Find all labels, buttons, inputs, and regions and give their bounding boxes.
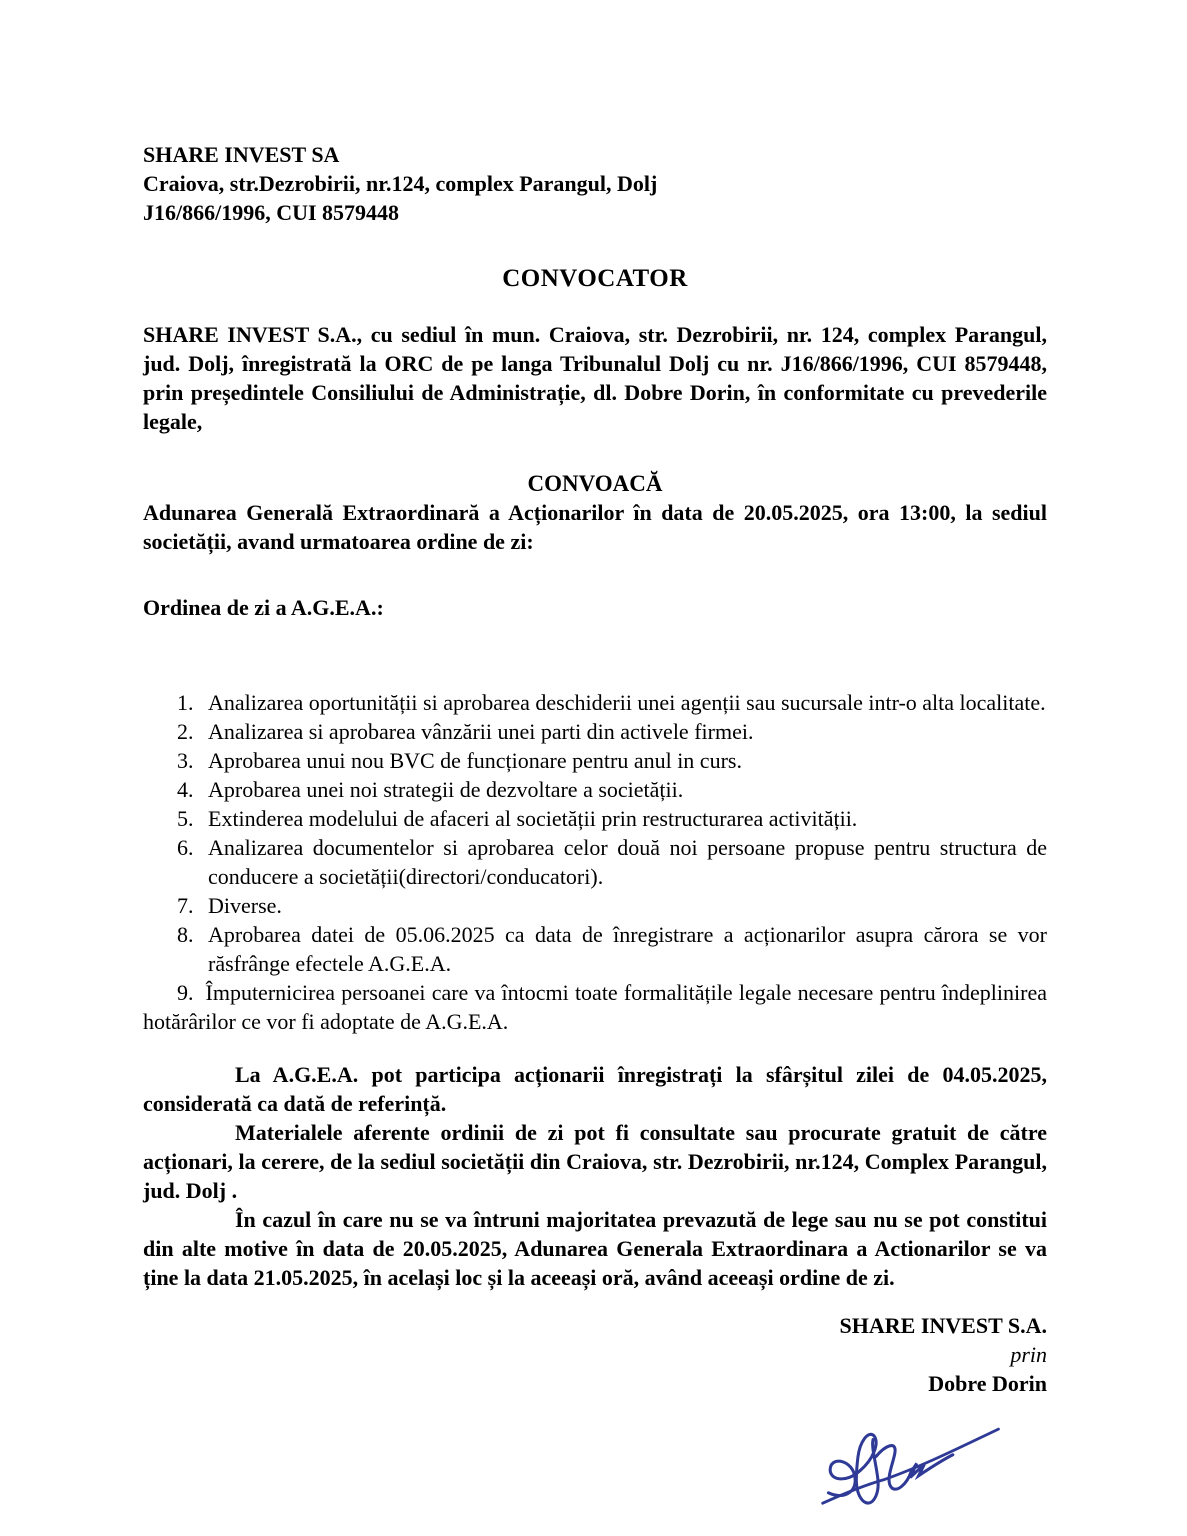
agenda-item-number: 7. [177, 893, 194, 918]
signature-by-word: prin [1010, 1342, 1047, 1367]
agenda-item-text: Extinderea modelului de afaceri al societății prin restructurarea activității. [208, 806, 858, 831]
letterhead [143, 140, 1047, 227]
company-name: SHARE INVEST SA [143, 142, 340, 167]
agenda-item-number: 6. [177, 835, 194, 860]
agenda-list [143, 688, 1047, 1036]
agenda-item-number: 9. [177, 980, 194, 1005]
agenda-item-4 [143, 775, 1047, 804]
handwritten-signature [143, 1404, 1047, 1523]
agenda-item-number: 1. [177, 690, 194, 715]
agenda-item-text: Analizarea oportunității si aprobarea deschiderii unei agenții sau sucursale intr-o alta localitate. [208, 690, 1046, 715]
agenda-item-number: 2. [177, 719, 194, 744]
closing-paragraph-second-convening: În cazul în care nu se va întruni majoritatea prevazută de lege sau nu se pot constitui din alte motive în data de 20.05.2025, Adunarea Generala Extraordinara a Actionarilor se va ține la data 21.05.2025, în același loc și la aceeași oră, având aceeași ordine de zi. [143, 1207, 1047, 1290]
convening-heading: CONVOACĂ [527, 471, 663, 496]
agenda-item-3 [143, 746, 1047, 775]
agenda-item-8 [143, 920, 1047, 978]
agenda-item-number: 5. [177, 806, 194, 831]
agenda-item-number: 4. [177, 777, 194, 802]
closing-paragraph-materials: Materialele aferente ordinii de zi pot fi consultate sau procurate gratuit de către acționari, la cerere, de la sediul societății din Craiova, str. Dezrobirii, nr.124, Complex Parangul, jud. Dolj . [143, 1120, 1047, 1203]
document-title: CONVOCATOR [502, 265, 688, 292]
intro-paragraph: SHARE INVEST S.A., cu sediul în mun. Craiova, str. Dezrobirii, nr. 124, complex Parangul, jud. Dolj, înregistrată la ORC de pe langa Tribunalul Dolj cu nr. J16/866/1996, CUI 8579448, prin președintele Consiliului de Administrație, dl. Dobre Dorin, în conformitate cu prevederile legale, [143, 322, 1047, 434]
agenda-item-text: Aprobarea unei noi strategii de dezvoltare a societății. [208, 777, 684, 802]
agenda-item-text: Împuternicirea persoanei care va întocmi toate formalitățile legale necesare pentru îndeplinirea hotărârilor ce vor fi adoptate de A.G.E.A. [143, 980, 1047, 1034]
agenda-item-1 [143, 688, 1047, 717]
signatory-name: Dobre Dorin [928, 1371, 1047, 1396]
agenda-item-6 [143, 833, 1047, 891]
closing-paragraph-reference-date: La A.G.E.A. pot participa acționarii înregistrați la sfârșitul zilei de 04.05.2025, considerată ca dată de referință. [143, 1062, 1047, 1116]
agenda-item-text: Analizarea documentelor si aprobarea celor două noi persoane propuse pentru structura de conducere a societății(directori/conducatori). [208, 835, 1047, 889]
agenda-item-7 [143, 891, 1047, 920]
convening-paragraph: Adunarea Generală Extraordinară a Acționarilor în data de 20.05.2025, ora 13:00, la sediul societății, avand urmatoarea ordine de zi: [143, 500, 1047, 554]
company-address: Craiova, str.Dezrobirii, nr.124, complex Parangul, Dolj [143, 171, 658, 196]
signature-scribble-icon [817, 1404, 1007, 1516]
signature-block [143, 1311, 1047, 1398]
agenda-item-text: Aprobarea unui nou BVC de funcționare pentru anul in curs. [208, 748, 742, 773]
closing-section [143, 1060, 1047, 1292]
agenda-item-2 [143, 717, 1047, 746]
company-registration: J16/866/1996, CUI 8579448 [143, 200, 400, 225]
agenda-item-9 [143, 978, 1047, 1036]
agenda-item-number: 3. [177, 748, 194, 773]
agenda-item-text: Analizarea si aprobarea vânzării unei parti din activele firmei. [208, 719, 754, 744]
agenda-item-text: Aprobarea datei de 05.06.2025 ca data de înregistrare a acționarilor asupra cărora se vor răsfrânge efectele A.G.E.A. [208, 922, 1047, 976]
agenda-item-number: 8. [177, 922, 194, 947]
agenda-item-text: Diverse. [208, 893, 282, 918]
signature-company: SHARE INVEST S.A. [839, 1313, 1047, 1338]
agenda-item-5 [143, 804, 1047, 833]
agenda-heading: Ordinea de zi a A.G.E.A.: [143, 595, 384, 620]
